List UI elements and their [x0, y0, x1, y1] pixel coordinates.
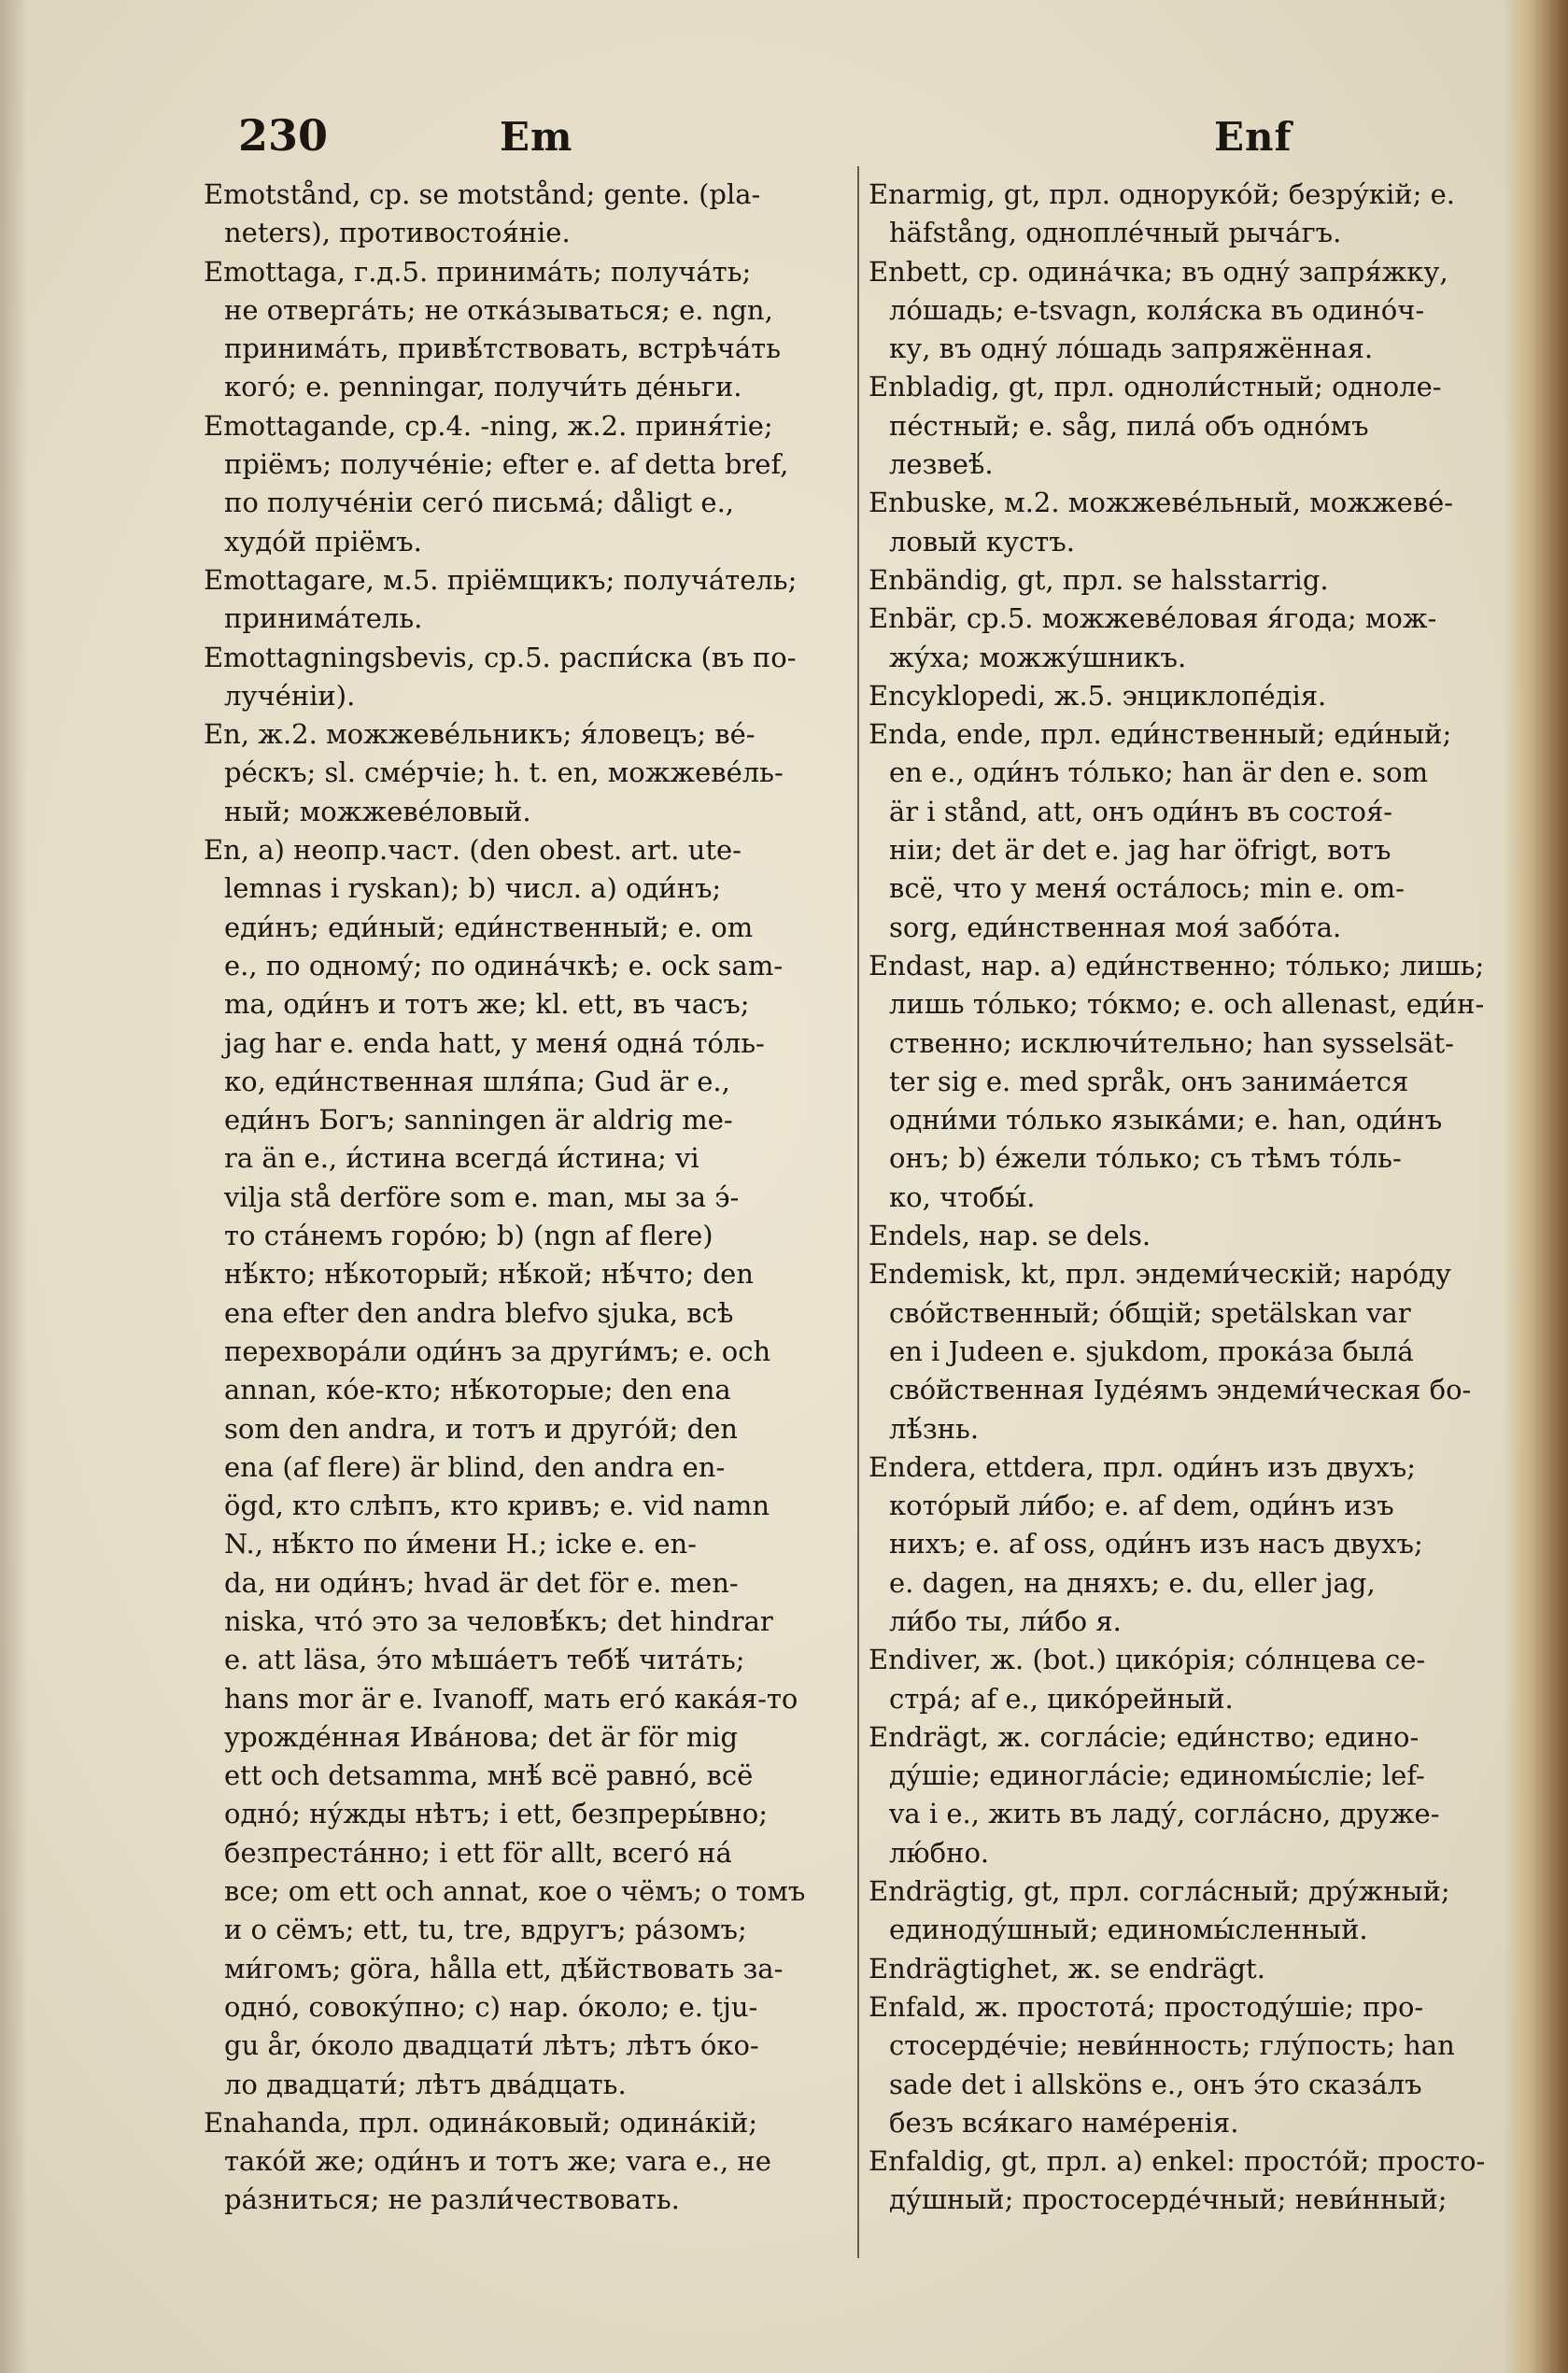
text-line: är i stånd, att, онъ оди́нъ въ состоя́- [889, 795, 1393, 827]
text-line: som den andra, и тотъ и друго́й; den [224, 1412, 738, 1445]
text-line: кого́; e. penningar, получи́ть де́ньги. [224, 371, 742, 403]
text-line: перехвора́ли оди́нъ за други́мъ; e. och [224, 1335, 771, 1367]
text-line: то ста́немъ горо́ю; b) (ngn af flere) [224, 1220, 713, 1252]
text-line: Emottagningsbevis, ср.5. распи́ска (въ по- [204, 641, 797, 673]
text-line: e., по одному́; по одина́чкѣ; e. ock sam- [224, 949, 784, 982]
text-line: худо́й пріёмъ. [224, 525, 422, 558]
text-line: Endrägtig, gt, прл. согла́сный; дру́жный; [869, 1875, 1450, 1908]
text-line: Endels, нар. se dels. [869, 1220, 1151, 1252]
text-line: тако́й же; оди́нъ и тотъ же; vara e., не [224, 2145, 771, 2178]
text-line: e. att läsa, э́то мѣша́етъ тебѣ́ чита́ть; [224, 1644, 745, 1676]
text-line: Enahanda, прл. одина́ковый; одина́кій; [204, 2106, 758, 2139]
text-line: Enarmig, gt, прл. одноруко́й; безру́кій; e. [869, 178, 1455, 210]
text-line: по получе́ніи сего́ письма́; dåligt e., [224, 487, 735, 519]
text-line: лишь то́лько; то́кмо; e. och allenast, еди́н- [889, 988, 1485, 1021]
text-line: ку, въ одну́ ло́шадь запряжённая. [889, 332, 1374, 365]
text-line: En, ж.2. можжеве́льникъ; я́ловецъ; ве́- [204, 718, 756, 751]
text-line: ло́шадь; e-tsvagn, коля́ска въ одино́ч- [889, 293, 1425, 326]
text-line: лѣ́знь. [889, 1412, 980, 1445]
text-line: одно́, совоку́пно; c) нар. о́коло; e. tju- [224, 1990, 758, 2023]
text-line: ственно; исключи́тельно; han sysselsät- [889, 1026, 1454, 1059]
text-line: сво́йственная Іуде́ямъ эндеми́ческая бо- [889, 1374, 1472, 1406]
text-line: урожде́нная Ива́нова; det är för mig [224, 1720, 739, 1753]
text-line: ett och detsamma, мнѣ́ всё равно́, всё [224, 1759, 754, 1792]
text-line: принима́ть, привѣ́тствовать, встрѣча́ть [224, 332, 781, 365]
text-line: ду́шный; простосерде́чный; неви́нный; [889, 2183, 1448, 2216]
text-line: луче́ніи). [224, 679, 356, 712]
text-line: Endemisk, kt, прл. эндеми́ческій; наро́ду [869, 1258, 1451, 1291]
text-line: нѣ́кто; нѣ́который; нѣ́кой; нѣ́что; den [224, 1258, 754, 1291]
text-line: va i e., жить въ ладу́, согла́сно, друже- [889, 1798, 1440, 1830]
text-line: en e., оди́нъ то́лько; han är den e. som [889, 756, 1429, 789]
text-line: Endiver, ж. (bot.) цико́рія; со́лнцева се- [869, 1644, 1426, 1676]
text-line: всё, что у меня́ оста́лось; min e. om- [889, 872, 1405, 905]
text-line: одно́; ну́жды нѣтъ; i ett, безпреры́вно; [224, 1798, 769, 1830]
page-right-edge [1503, 0, 1568, 2373]
right-column [869, 176, 1496, 2220]
text-line: annan, ко́е-кто; нѣ́которые; den ena [224, 1374, 731, 1406]
text-line: gu år, о́коло двадцати́ лѣтъ; лѣтъ о́ко- [224, 2029, 759, 2062]
text-line: hans mor är e. Ivanoff, мать его́ кака́я-то [224, 1682, 798, 1715]
text-line: ре́скъ; sl. сме́рчіе; h. t. en, можжеве́ль- [224, 756, 784, 789]
text-line: ко, чтобы́. [889, 1180, 1036, 1213]
text-line: Emottaga, г.д.5. принима́ть; получа́ть; [204, 255, 752, 288]
text-line: häfstång, однопле́чный рыча́гъ. [889, 217, 1342, 249]
text-line: e. dagen, на дняхъ; e. du, eller jag, [889, 1566, 1376, 1599]
text-line: пріёмъ; получе́ніе; efter e. af detta bref, [224, 448, 789, 481]
text-line: еди́нъ Богъ; sanningen är aldrig me- [224, 1104, 733, 1137]
text-line: niska, что́ это за человѣ́къ; det hindrar [224, 1604, 773, 1637]
text-line: Endrägt, ж. согла́сіе; еди́нство; едино- [869, 1720, 1420, 1753]
text-line: лю́бно. [889, 1836, 990, 1869]
text-line: jag har e. enda hatt, у меня́ одна́ то́ль- [224, 1026, 765, 1059]
text-line: единоду́шный; единомы́сленный. [889, 1914, 1368, 1946]
text-line: Endrägtighet, ж. se endrägt. [869, 1952, 1265, 1985]
text-line: ловый кустъ. [889, 525, 1075, 558]
text-line: безпреста́нно; i ett för allt, всего́ на́ [224, 1836, 732, 1869]
text-line: лезвеѣ́. [889, 448, 994, 481]
text-line: ло двадцати́; лѣтъ два́дцать. [224, 2068, 627, 2100]
text-line: все; om ett och annat, кое о чёмъ; о томъ [224, 1875, 806, 1908]
text-line: Encyklopedi, ж.5. энциклопе́дія. [869, 679, 1327, 712]
left-guide-word: Em [500, 114, 573, 160]
text-line: жу́ха; можжу́шникъ. [889, 641, 1187, 673]
text-line: neters), противостоя́ніе. [224, 217, 571, 249]
text-line: ніи; det är det e. jag har öfrigt, вотъ [889, 834, 1391, 867]
text-line: ный; можжеве́ловый. [224, 795, 531, 827]
page-number: 230 [238, 110, 329, 161]
text-line: нихъ; e. af oss, оди́нъ изъ насъ двухъ; [889, 1528, 1423, 1561]
page-left-shadow [0, 0, 28, 2373]
text-line: Emottagande, ср.4. -ning, ж.2. приня́тіе; [204, 409, 773, 442]
text-line: Enbuske, м.2. можжеве́льный, можжеве́- [869, 487, 1454, 519]
text-line: sade det i allsköns e., онъ э́то сказа́лъ [889, 2068, 1422, 2100]
text-line: Enbändig, gt, прл. se halsstarrig. [869, 563, 1329, 596]
text-line: кото́рый ли́бо; e. af dem, оди́нъ изъ [889, 1490, 1394, 1522]
right-guide-word: Enf [1214, 114, 1293, 160]
text-line: ли́бо ты, ли́бо я. [889, 1604, 1122, 1637]
text-line: ena efter den andra blefvo sjuka, всѣ [224, 1296, 734, 1329]
text-line: lemnas i ryskan); b) числ. a) оди́нъ; [224, 872, 722, 905]
text-line: ra än e., и́стина всегда́ и́стина; vi [224, 1142, 699, 1175]
text-line: Enda, ende, прл. еди́нственный; еди́ный; [869, 718, 1452, 751]
text-line: Endera, ettdera, прл. оди́нъ изъ двухъ; [869, 1450, 1416, 1483]
text-line: и о сёмъ; ett, tu, tre, вдругъ; ра́зомъ; [224, 1914, 747, 1946]
text-line: sorg, еди́нственная моя́ забо́та. [889, 911, 1342, 943]
text-line: Enfaldig, gt, прл. a) enkel: просто́й; просто- [869, 2145, 1486, 2178]
left-column [204, 176, 848, 2220]
text-line: Enbär, ср.5. можжеве́ловая я́года; мож- [869, 602, 1437, 635]
text-line: ра́зниться; не разли́чествовать. [224, 2183, 680, 2216]
text-line: еди́нъ; еди́ный; еди́нственный; e. om [224, 911, 754, 943]
text-line: da, ни оди́нъ; hvad är det för e. men- [224, 1566, 739, 1599]
text-line: ma, оди́нъ и тотъ же; kl. ett, въ часъ; [224, 988, 750, 1021]
text-line: стра́; af e., цико́рейный. [889, 1682, 1234, 1715]
text-line: vilja stå derföre som e. man, мы за э́- [224, 1180, 740, 1213]
text-line: онъ; b) е́жели то́лько; съ тѣмъ то́ль- [889, 1142, 1402, 1175]
text-line: ögd, кто слѣпъ, кто кривъ; e. vid namn [224, 1490, 770, 1522]
text-line: не отверга́ть; не отка́зываться; e. ngn, [224, 293, 773, 326]
text-line: Emottagare, м.5. пріёмщикъ; получа́тель; [204, 563, 798, 596]
running-header [0, 103, 1568, 168]
text-line: Emotstånd, ср. se motstånd; gente. (pla- [204, 178, 761, 210]
text-line: ena (af flere) är blind, den andra en- [224, 1450, 726, 1483]
column-divider [857, 166, 859, 2258]
text-line: ter sig e. med språk, онъ занима́ется [889, 1065, 1409, 1097]
text-line: Endast, нар. a) еди́нственно; то́лько; лишь; [869, 949, 1485, 982]
text-line: пе́стный; e. såg, пила́ объ одно́мъ [889, 409, 1369, 442]
text-line: Enbett, ср. одина́чка; въ одну́ запря́жку, [869, 255, 1448, 288]
text-line: N., нѣ́кто по и́мени Н.; icke e. en- [224, 1528, 697, 1561]
text-line: Enfald, ж. простота́; простоду́шіе; про- [869, 1990, 1424, 2023]
text-line: безъ вся́каго наме́ренія. [889, 2106, 1239, 2139]
text-line: одни́ми то́лько языка́ми; e. han, оди́нъ [889, 1104, 1443, 1137]
text-line: сво́йственный; о́бщій; spetälskan var [889, 1296, 1411, 1329]
text-line: Enbladig, gt, прл. одноли́стный; одноле- [869, 371, 1442, 403]
text-line: принима́тель. [224, 602, 423, 635]
text-line: En, a) неопр.част. (den obest. art. ute- [204, 834, 742, 867]
text-line: ко, еди́нственная шля́па; Gud är e., [224, 1065, 730, 1097]
text-line: стосерде́чіе; неви́нность; глу́пость; han [889, 2029, 1455, 2062]
text-line: en i Judeen e. sjukdom, прока́за была́ [889, 1335, 1414, 1367]
text-line: ми́гомъ; göra, hålla ett, дѣ́йствовать за- [224, 1952, 784, 1985]
text-line: ду́шіе; единогла́сіе; единомы́сліе; lef- [889, 1759, 1425, 1792]
